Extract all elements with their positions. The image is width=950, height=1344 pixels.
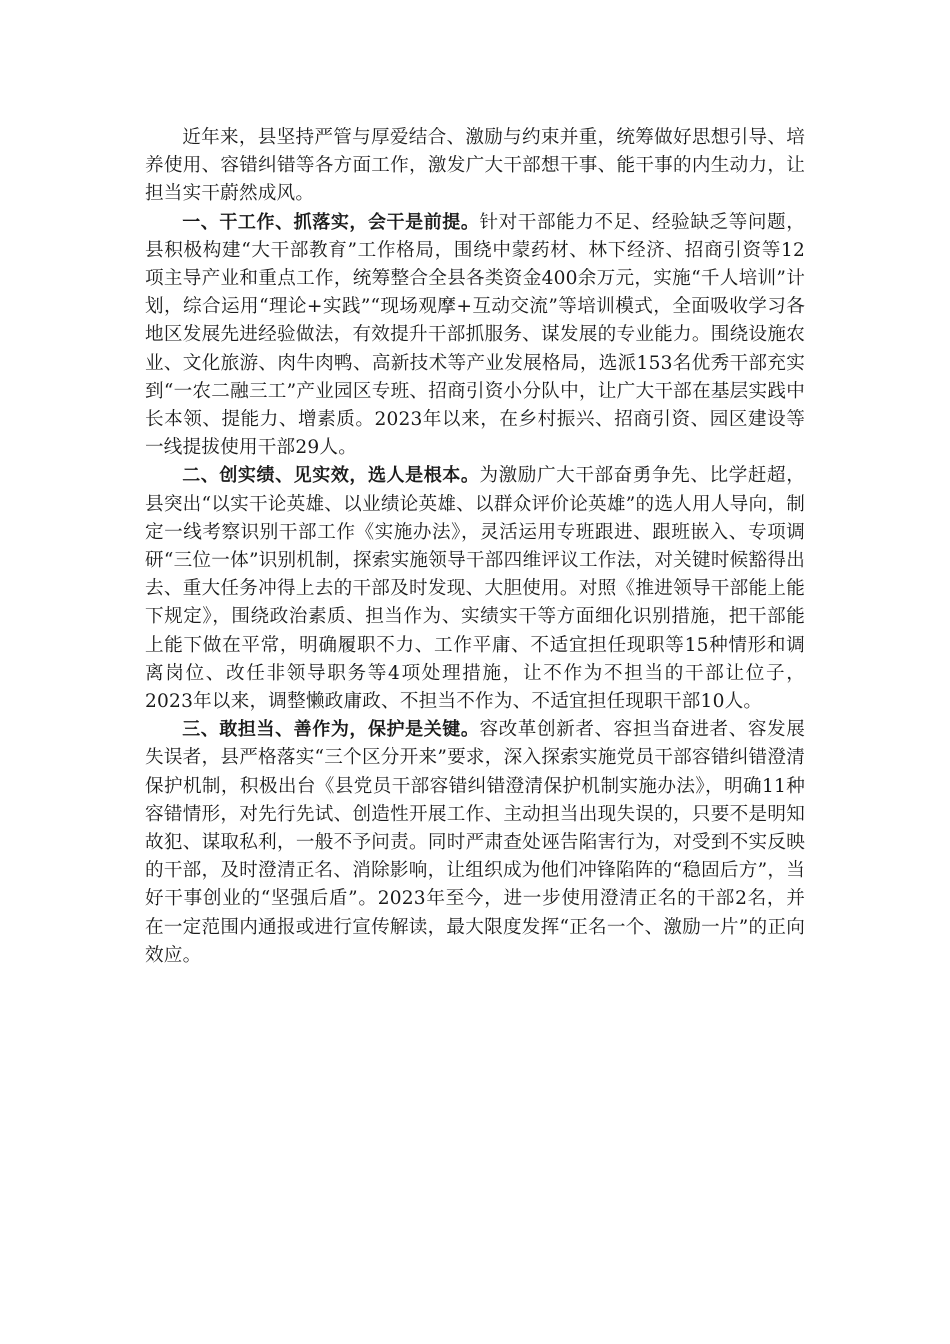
document-body xyxy=(145,124,805,970)
section-3-body: 容改革创新者、容担当奋进者、容发展失误者，县严格落实“三个区分开来”要求，深入探索实施党员干部容错纠错澄清保护机制，积极出台《县党员干部容错纠错澄清保护机制实施办法》，明确11种容错情形，对先行先试、创造性开展工作、主动担当出现失误的，只要不是明知故犯、谋取私利，一般不予问责。同时严肃查处诬告陷害行为，对受到不实反映的干部，及时澄清正名、消除影响，让组织成为他们冲锋陷阵的“稳固后方”，当好干事创业的“坚强后盾”。2023年至今，进一步使用澄清正名的干部2名，并在一定范围内通报或进行宣传解读，最大限度发挥“正名一个、激励一片”的正向效应。 xyxy=(145,719,806,966)
section-3-heading: 三、敢担当、善作为，保护是关键。 xyxy=(182,719,480,741)
section-2-paragraph xyxy=(145,462,805,716)
section-2-body: 为激励广大干部奋勇争先、比学赶超，县突出“以实干论英雄、以业绩论英雄、以群众评价论英雄”的选人用人导向，制定一线考察识别干部工作《实施办法》，灵活运用专班跟进、跟班嵌入、专项调研“三位一体”识别机制，探索实施领导干部四维评议工作法，对关键时候豁得出去、重大任务冲得上去的干部及时发现、大胆使用。对照《推进领导干部能上能下规定》，围绕政治素质、担当作为、实绩实干等方面细化识别措施，把干部能上能下做在平常，明确履职不力、工作平庸、不适宜担任现职等15种情形和调离岗位、改任非领导职务等4项处理措施，让不作为不担当的干部让位子，2023年以来，调整懒政庸政、不担当不作为、不适宜担任现职干部10人。 xyxy=(145,465,806,713)
section-1-paragraph xyxy=(145,209,805,463)
section-2-heading: 二、创实绩、见实效，选人是根本。 xyxy=(182,465,480,487)
section-1-body: 针对干部能力不足、经验缺乏等问题，县积极构建“大干部教育”工作格局，围绕中蒙药材、林下经济、招商引资等12项主导产业和重点工作，统筹整合全县各类资金400余万元，实施“千人培训”计划，综合运用“理论+实践”“现场观摩+互动交流”等培训模式，全面吸收学习各地区发展先进经验做法，有效提升干部抓服务、谋发展的专业能力。围绕设施农业、文化旅游、肉牛肉鸭、高新技术等产业发展格局，选派153名优秀干部充实到“一农二融三工”产业园区专班、招商引资小分队中，让广大干部在基层实践中长本领、提能力、增素质。2023年以来，在乡村振兴、招商引资、园区建设等一线提拔使用干部29人。 xyxy=(145,211,806,459)
section-3-paragraph xyxy=(145,716,805,970)
section-1-heading: 一、干工作、抓落实，会干是前提。 xyxy=(182,211,480,233)
intro-paragraph: 近年来，县坚持严管与厚爱结合、激励与约束并重，统筹做好思想引导、培养使用、容错纠错等各方面工作，激发广大干部想干事、能干事的内生动力，让担当实干蔚然成风。 xyxy=(145,127,805,205)
